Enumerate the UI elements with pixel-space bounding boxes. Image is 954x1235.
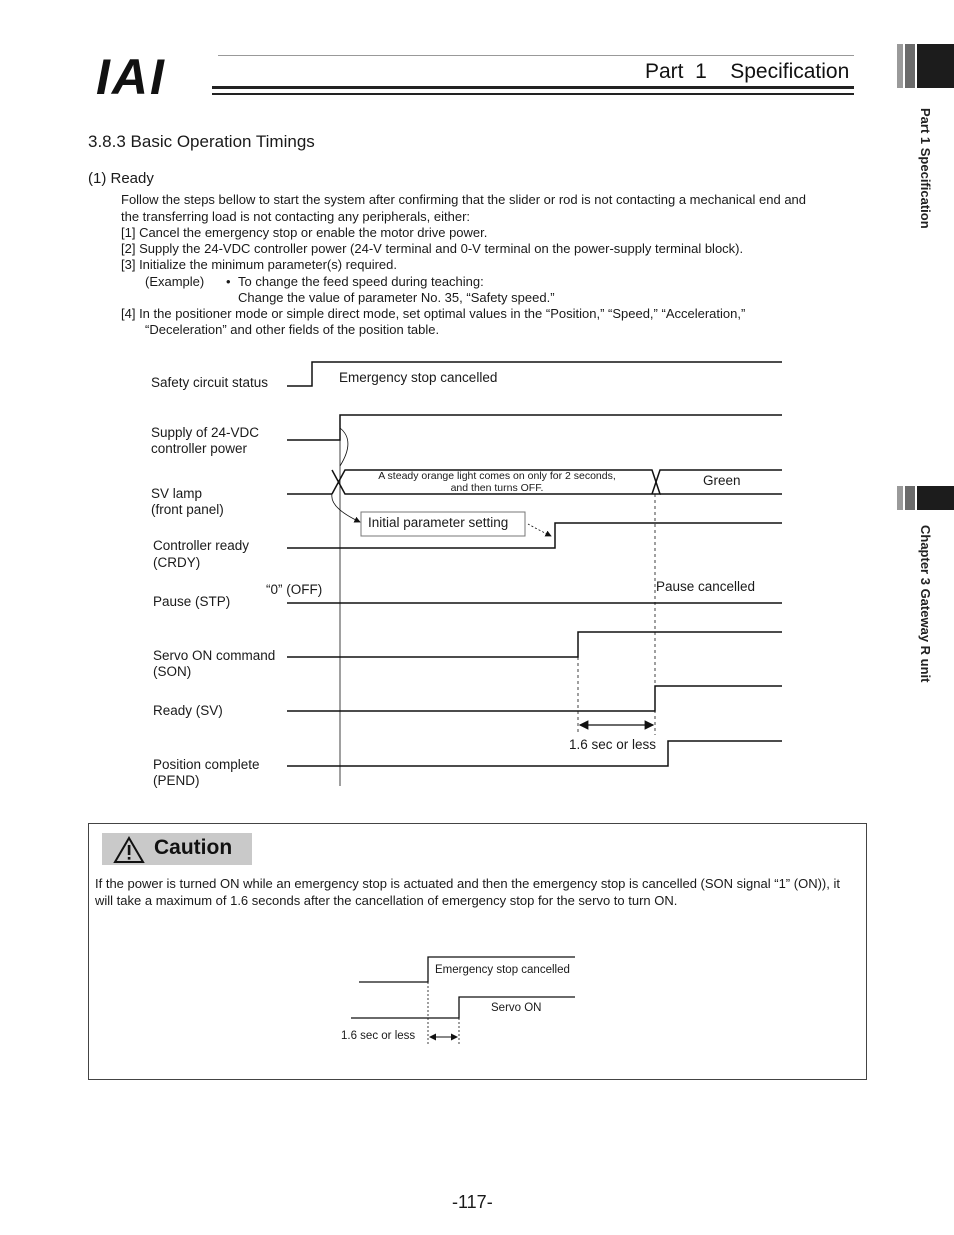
intro-line-2: the transferring load is not contacting any peripherals, either: (121, 209, 471, 224)
header-title: Part 1 Specification (645, 60, 850, 83)
stp-zero-label: “0” (OFF) (266, 582, 323, 597)
page-number: -117- (452, 1192, 493, 1212)
iai-logo: IAI (96, 49, 166, 105)
step-4-line-1: [4] In the positioner mode or simple direct mode, set optimal values in the “Position,” “Speed,” “Acceleration,” (121, 306, 746, 321)
example-label: (Example) (145, 274, 205, 289)
step-1: [1] Cancel the emergency stop or enable the motor drive power. (121, 225, 488, 240)
subsection-title: (1) Ready (88, 170, 154, 187)
caution-text: If the power is turned ON while an emergency stop is actuated and then the emergency stop is cancelled (SON signal “1” (ON)), it will take a maximum of 1.6 seconds after the cancellation of emergency stop for the servo to turn ON. (95, 876, 840, 908)
example-bullet: • (226, 274, 231, 289)
example-line-1: To change the feed speed during teaching: (238, 274, 484, 289)
son-label-2: (SON) (153, 664, 192, 679)
crdy-label-1: Controller ready (153, 538, 250, 553)
caution-estop-label: Emergency stop cancelled (435, 964, 570, 976)
pend-label-1: Position complete (153, 757, 260, 772)
example-line-2: Change the value of parameter No. 35, “Safety speed.” (238, 290, 555, 305)
caution-servo-label: Servo ON (491, 1002, 542, 1014)
caution-title: Caution (154, 836, 233, 859)
time-note-label: 1.6 sec or less (569, 737, 657, 752)
pend-label-2: (PEND) (153, 773, 200, 788)
sv-green-label: Green (703, 473, 741, 488)
caution-time-label: 1.6 sec or less (341, 1030, 416, 1042)
son-label-1: Servo ON command (153, 648, 276, 663)
power-label-2: controller power (151, 441, 248, 456)
safety-label: Safety circuit status (151, 375, 269, 390)
step-3: [3] Initialize the minimum parameter(s) required. (121, 257, 397, 272)
crdy-label-2: (CRDY) (153, 555, 201, 570)
step-2: [2] Supply the 24-VDC controller power (24-V terminal and 0-V terminal on the power-supply terminal block). (121, 241, 744, 256)
stp-label: Pause (STP) (153, 594, 231, 609)
sv-orange-note-1: A steady orange light comes on only for 2 seconds, (378, 470, 616, 482)
side-label-chapter: Chapter 3 Gateway R unit (918, 525, 933, 683)
pause-cancelled-label: Pause cancelled (656, 579, 756, 594)
estop-cancelled-label: Emergency stop cancelled (339, 370, 498, 385)
power-label-1: Supply of 24-VDC (151, 425, 260, 440)
sv-label-1: SV lamp (151, 486, 203, 501)
init-param-label: Initial parameter setting (368, 515, 509, 530)
intro-line-1: Follow the steps bellow to start the system after confirming that the slider or rod is not contacting a mechanical end and (121, 192, 807, 207)
section-title: 3.8.3 Basic Operation Timings (88, 132, 315, 151)
sv-orange-note-2: and then turns OFF. (450, 482, 544, 494)
sv-label-2: (front panel) (151, 502, 224, 517)
step-4-line-2: “Deceleration” and other fields of the position table. (145, 322, 440, 337)
side-label-part: Part 1 Specification (918, 108, 933, 229)
ready-label: Ready (SV) (153, 703, 223, 718)
